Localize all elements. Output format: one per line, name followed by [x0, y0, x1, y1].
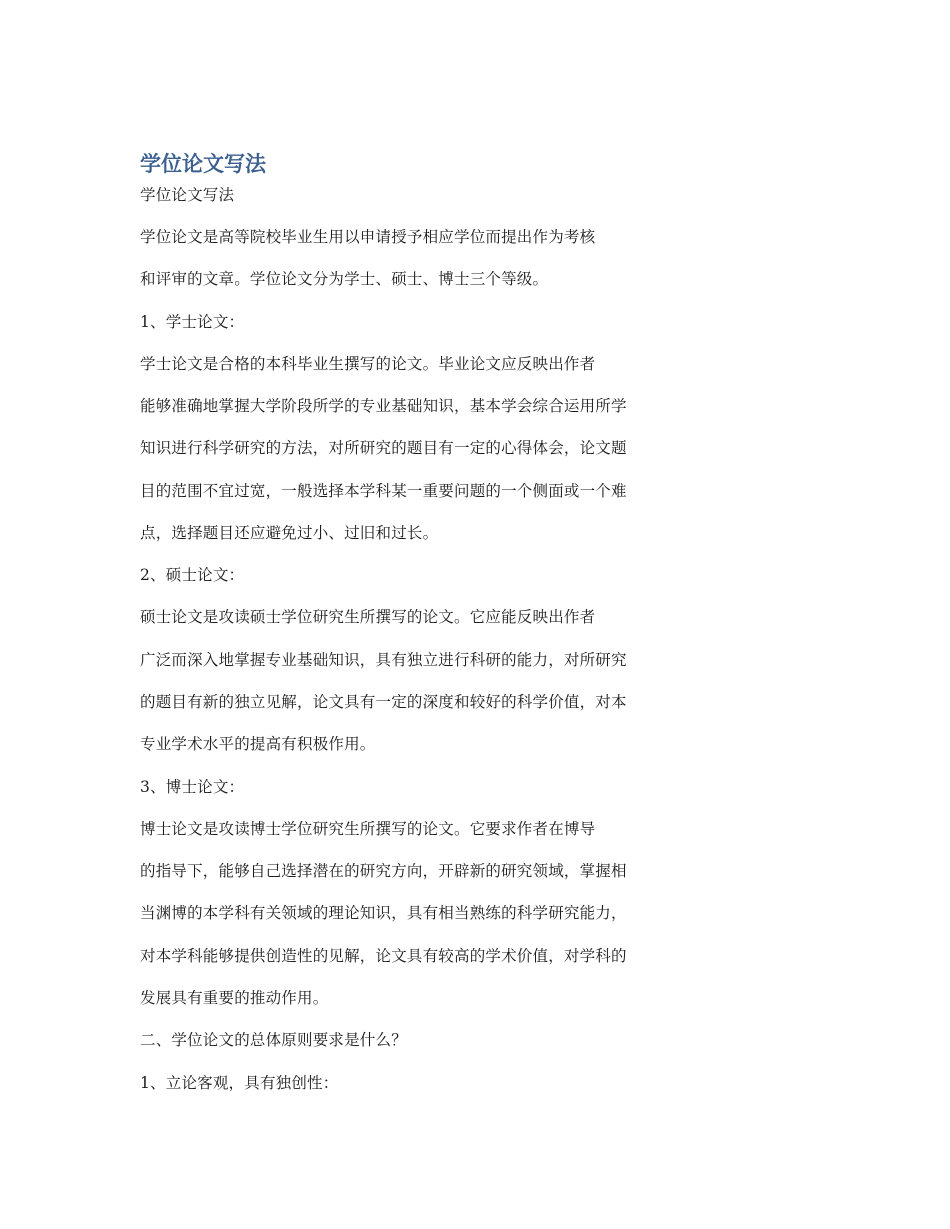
text-line: 的题目有新的独立见解，论文具有一定的深度和较好的科学价值，对本 [140, 693, 627, 711]
document-subtitle: 学位论文写法 [140, 186, 235, 204]
text-line: 发展具有重要的推动作用。 [140, 989, 329, 1007]
text-line: 和评审的文章。学位论文分为学士、硕士、博士三个等级。 [140, 270, 549, 288]
text-line: 学士论文是合格的本科毕业生撰写的论文。毕业论文应反映出作者 [140, 355, 596, 373]
text-line: 知识进行科学研究的方法，对所研究的题目有一定的心得体会，论文题 [140, 439, 627, 457]
text-line: 目的范围不宜过宽，一般选择本学科某一重要问题的一个侧面或一个难 [140, 482, 627, 500]
text-line: 能够准确地掌握大学阶段所学的专业基础知识，基本学会综合运用所学 [140, 397, 627, 415]
subsection-heading: 1、立论客观，具有独创性： [140, 1074, 339, 1092]
section-heading-master: 2、硕士论文： [140, 566, 245, 584]
text-line: 博士论文是攻读博士学位研究生所撰写的论文。它要求作者在博导 [140, 820, 596, 838]
document-title: 学位论文写法 [140, 152, 266, 176]
text-line: 对本学科能够提供创造性的见解，论文具有较高的学术价值，对学科的 [140, 947, 627, 965]
section-heading-doctor: 3、博士论文： [140, 778, 245, 796]
text-line: 的指导下，能够自己选择潜在的研究方向，开辟新的研究领域，掌握相 [140, 862, 627, 880]
text-line: 当渊博的本学科有关领域的理论知识，具有相当熟练的科学研究能力， [140, 904, 627, 922]
text-line: 广泛而深入地掌握专业基础知识，具有独立进行科研的能力，对所研究 [140, 651, 627, 669]
text-line: 硕士论文是攻读硕士学位研究生所撰写的论文。它应能反映出作者 [140, 608, 596, 626]
section-heading-principles: 二、学位论文的总体原则要求是什么？ [140, 1031, 407, 1049]
text-line: 专业学术水平的提高有积极作用。 [140, 735, 376, 753]
text-line: 点，选择题目还应避免过小、过旧和过长。 [140, 524, 439, 542]
text-line: 学位论文是高等院校毕业生用以申请授予相应学位而提出作为考核 [140, 228, 596, 246]
section-heading-bachelor: 1、学士论文： [140, 313, 245, 331]
